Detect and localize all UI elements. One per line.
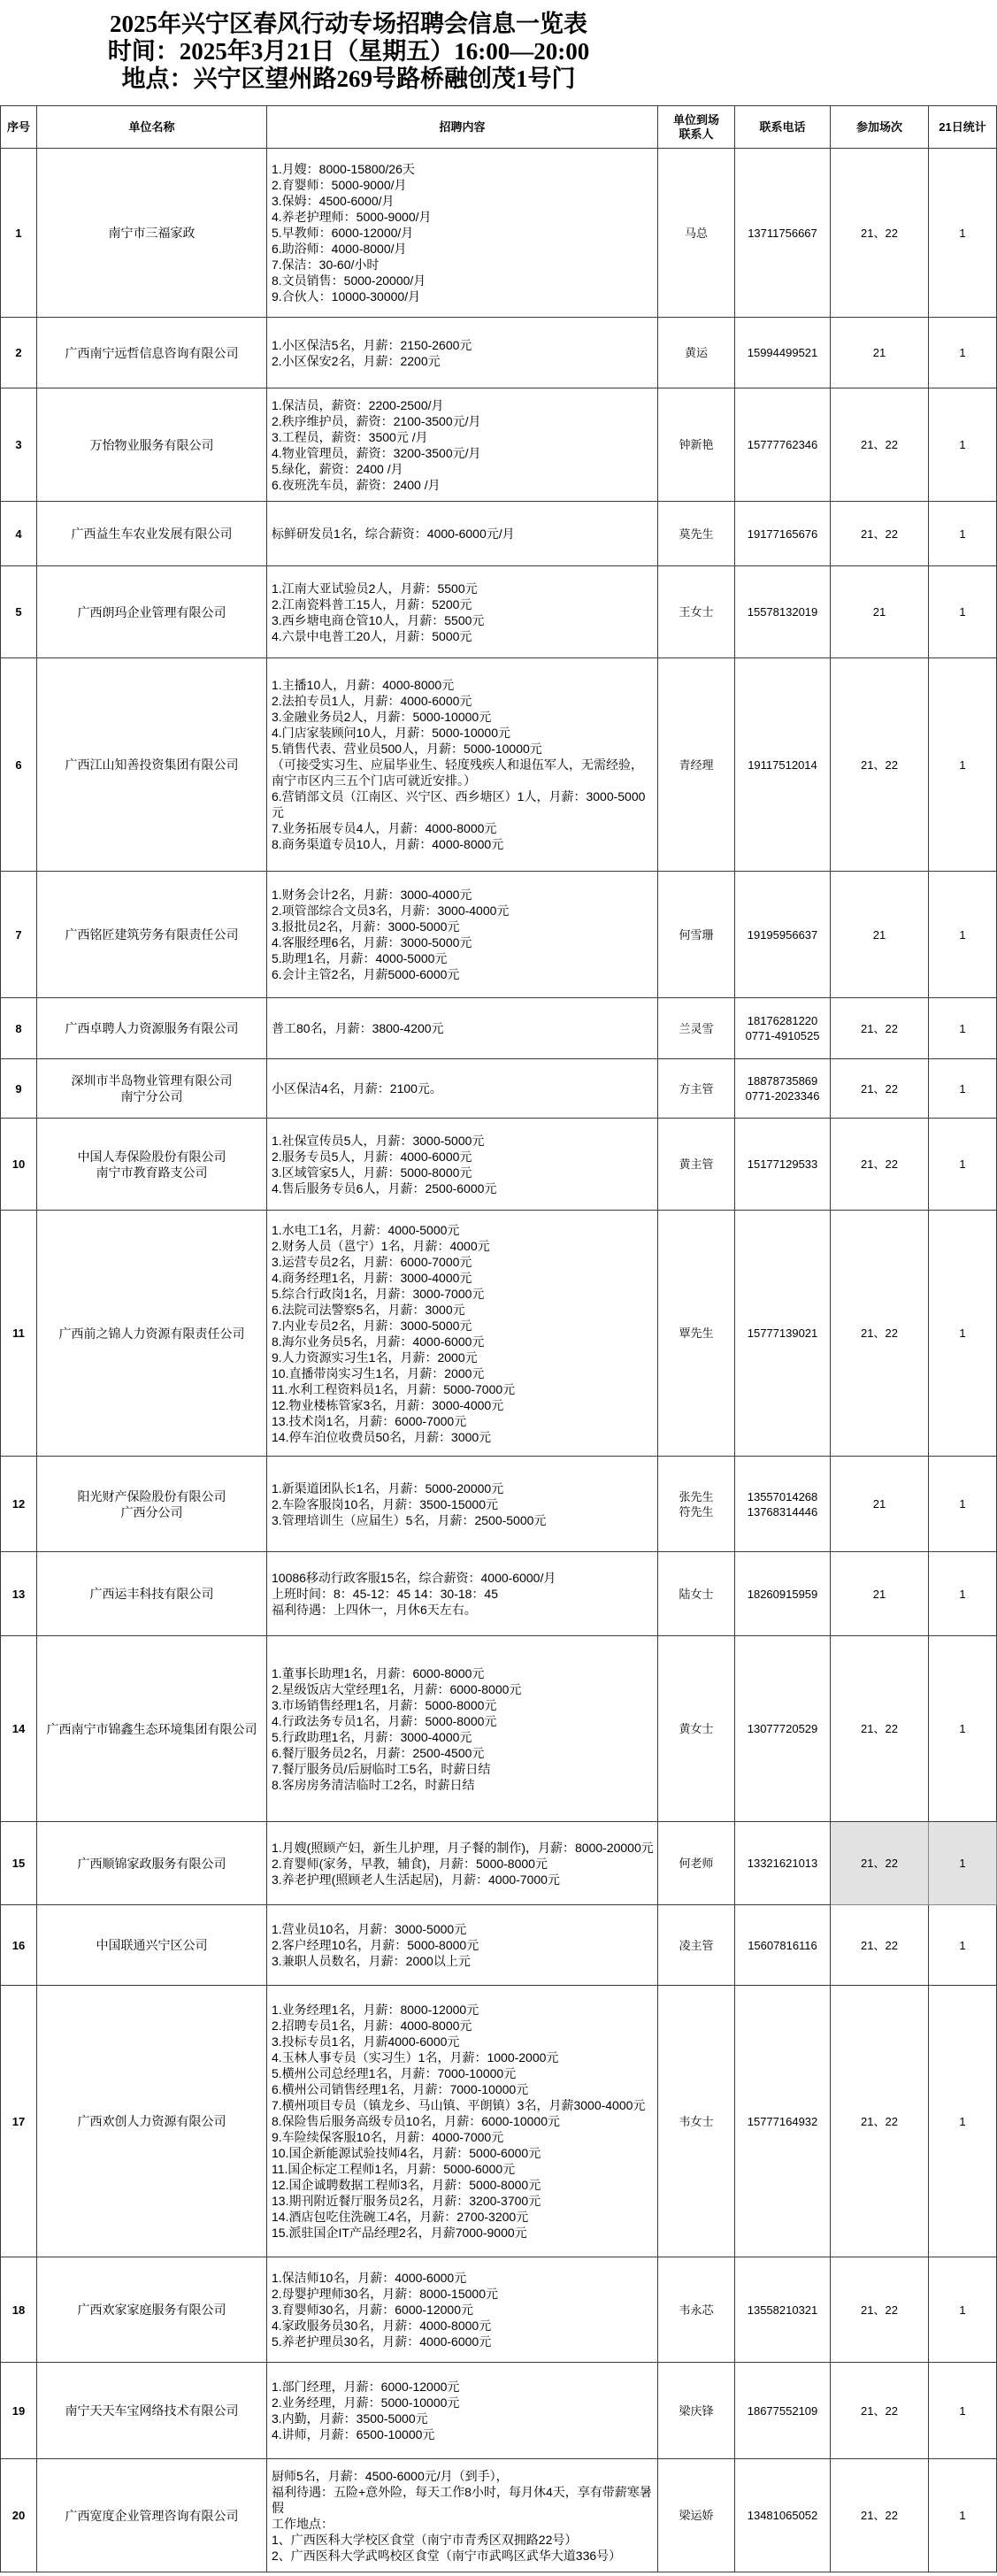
recruitment-content	[267, 1636, 658, 1822]
recruitment-content	[267, 2363, 658, 2459]
table-row	[1, 872, 997, 998]
table-row	[1, 502, 997, 566]
recruitment-line: 4.家政服务员30名，月薪：4000-8000元	[272, 2318, 492, 2333]
sessions-attended: 21、22	[831, 1822, 929, 1905]
company-name: 广西宽度企业管理咨询有限公司	[37, 2459, 267, 2572]
recruitment-line: 3.金融业务员2人，月薪：5000-10000元	[272, 710, 492, 724]
recruitment-content	[267, 998, 658, 1059]
recruitment-line: 6.营销部文员（江南区、兴宁区、西乡塘区）1人，月薪：3000-5000元	[272, 789, 646, 819]
contact-phone: 15177129533	[735, 1119, 831, 1211]
sessions-attended: 21、22	[831, 1059, 929, 1119]
day21-count: 1	[929, 388, 997, 502]
recruitment-line: 1.主播10人，月薪：4000-8000元	[272, 678, 455, 692]
recruitment-line: 2.育婴师(家务，早教，辅食)，月薪：5000-8000元	[272, 1856, 548, 1871]
recruitment-line: 8.客房房务清洁临时工2名，时薪日结	[272, 1777, 475, 1792]
table-row	[1, 1059, 997, 1119]
recruitment-line: 3.内勤，月薪：3500-5000元	[272, 2411, 428, 2426]
day21-count: 1	[929, 1822, 997, 1905]
recruitment-line: 5.助理1名，月薪：4000-5000元	[272, 951, 448, 965]
recruitment-line: 5.综合行政岗1名，月薪：3000-7000元	[272, 1286, 485, 1301]
recruitment-line: 4.门店家装顾问10人，月薪：5000-10000元	[272, 726, 510, 740]
table-row	[1, 2257, 997, 2363]
sessions-attended: 21	[831, 318, 929, 388]
company-name: 广西铭匠建筑劳务有限责任公司	[37, 872, 267, 998]
recruitment-content	[267, 566, 658, 658]
recruitment-line: 10.直播带岗实习生1名，月薪：2000元	[272, 1365, 485, 1380]
row-number: 10	[1, 1119, 37, 1211]
contact-person: 凌主管	[658, 1905, 735, 1986]
company-name: 广西南宁远哲信息咨询有限公司	[37, 318, 267, 388]
day21-count: 1	[929, 1457, 997, 1552]
recruitment-content	[267, 1986, 658, 2257]
recruitment-line: 厨师5名，月薪：4500-6000元/月（到手），	[272, 2468, 509, 2483]
contact-person: 陆女士	[658, 1552, 735, 1636]
sessions-attended: 21、22	[831, 149, 929, 318]
recruitment-line: 1.业务经理1名，月薪：8000-12000元	[272, 2003, 479, 2017]
table-body	[1, 149, 997, 2572]
recruitment-line: 4.六景中电普工20人，月薪：5000元	[272, 628, 472, 643]
recruitment-table	[0, 105, 997, 2572]
row-number: 18	[1, 2257, 37, 2363]
recruitment-line: 3.投标专员1名，月薪4000-6000元	[272, 2034, 460, 2049]
recruitment-content	[267, 1211, 658, 1457]
recruitment-line: 7.保洁：30-60/小时	[272, 258, 380, 272]
recruitment-content	[267, 318, 658, 388]
recruitment-line: 4.养老护理师：5000-9000/月	[272, 210, 432, 224]
row-number: 19	[1, 2363, 37, 2459]
recruitment-line: 13.技术岗1名，月薪：6000-7000元	[272, 1413, 467, 1428]
contact-phone: 13558210321	[735, 2257, 831, 2363]
table-row	[1, 658, 997, 872]
contact-person: 韦永芯	[658, 2257, 735, 2363]
recruitment-line: 2.车险客服岗10名，月薪：3500-15000元	[272, 1496, 498, 1511]
recruitment-content	[267, 1457, 658, 1552]
row-number: 8	[1, 998, 37, 1059]
recruitment-line: 3.兼职人员数名，月薪：2000以上元	[272, 1954, 471, 1968]
sessions-attended: 21	[831, 872, 929, 998]
day21-count: 1	[929, 2459, 997, 2572]
recruitment-line: 2.业务经理，月薪：5000-10000元	[272, 2395, 460, 2410]
sessions-attended: 21、22	[831, 2363, 929, 2459]
contact-phone: 13557014268 13768314446	[735, 1457, 831, 1552]
recruitment-line: 2.小区保安2名，月薪：2200元	[272, 353, 441, 368]
contact-person: 覃先生	[658, 1211, 735, 1457]
recruitment-content	[267, 502, 658, 566]
contact-phone: 15777164932	[735, 1986, 831, 2257]
company-name: 广西朗玛企业管理有限公司	[37, 566, 267, 658]
recruitment-line: 1.董事长助理1名，月薪：6000-8000元	[272, 1665, 485, 1680]
contact-person: 何老师	[658, 1822, 735, 1905]
recruitment-line: 3.运营专员2名，月薪：6000-7000元	[272, 1254, 472, 1269]
event-location: 地点：兴宁区望州路269号路桥融创茂1号门	[121, 65, 576, 92]
company-name: 阳光财产保险股份有限公司 广西分公司	[37, 1457, 267, 1552]
table-row	[1, 318, 997, 388]
recruitment-line: 5.行政助理1名，月薪：3000-4000元	[272, 1729, 472, 1744]
recruitment-line: 4.讲师，月薪：6500-10000元	[272, 2427, 435, 2441]
recruitment-line: 2.服务专员5人，月薪：4000-6000元	[272, 1149, 472, 1164]
contact-person: 马总	[658, 149, 735, 318]
contact-phone: 15607816116	[735, 1905, 831, 1986]
day21-count: 1	[929, 1211, 997, 1457]
recruitment-line: 2.客户经理10名，月薪：5000-8000元	[272, 1938, 479, 1952]
table-row	[1, 2363, 997, 2459]
recruitment-line: 福利待遇：五险+意外险，每天工作8小时，每月休4天，享有带薪寒暑假	[272, 2484, 652, 2515]
contact-person: 青经理	[658, 658, 735, 872]
row-number: 12	[1, 1457, 37, 1552]
contact-phone: 13711756667	[735, 149, 831, 318]
recruitment-line: 2.江南瓷料普工15人，月薪：5200元	[272, 596, 472, 611]
contact-phone: 18260915959	[735, 1552, 831, 1636]
recruitment-line: 1.部门经理，月薪：6000-12000元	[272, 2380, 460, 2394]
sessions-attended: 21、22	[831, 2257, 929, 2363]
recruitment-line: 5.绿化，薪资：2400 /月	[272, 461, 403, 476]
recruitment-line: 7.内业专员2名，月薪：3000-5000元	[272, 1318, 472, 1333]
recruitment-content	[267, 149, 658, 318]
recruitment-line: 1.水电工1名，月薪：4000-5000元	[272, 1222, 460, 1237]
table-row	[1, 1457, 997, 1552]
company-name: 广西欢家家庭服务有限公司	[37, 2257, 267, 2363]
row-number: 6	[1, 658, 37, 872]
company-name: 广西运丰科技有限公司	[37, 1552, 267, 1636]
header-content: 招聘内容	[267, 106, 658, 149]
contact-person: 黄主管	[658, 1119, 735, 1211]
sessions-attended: 21、22	[831, 1986, 929, 2257]
recruitment-line: 4.商务经理1名，月薪：3000-4000元	[272, 1270, 472, 1285]
recruitment-line: 5.早教师：6000-12000/月	[272, 226, 414, 240]
table-row	[1, 2459, 997, 2572]
recruitment-line: 5.养老护理员30名，月薪：4000-6000元	[272, 2334, 492, 2349]
day21-count: 1	[929, 1636, 997, 1822]
contact-person: 方主管	[658, 1059, 735, 1119]
recruitment-line: 15.派驻国企IT产品经理2名，月薪7000-9000元	[272, 2226, 527, 2240]
contact-phone: 15777762346	[735, 388, 831, 502]
day21-count: 1	[929, 149, 997, 318]
recruitment-line: 14.停车泊位收费员50名，月薪：3000元	[272, 1429, 492, 1444]
row-number: 14	[1, 1636, 37, 1822]
recruitment-line: 2.秩序维护员，薪资：2100-3500元/月	[272, 413, 481, 428]
table-row	[1, 1905, 997, 1986]
recruitment-content	[267, 388, 658, 502]
recruitment-line: 1.保洁员，薪资：2200-2500/月	[272, 397, 444, 412]
company-name: 万怡物业服务有限公司	[37, 388, 267, 502]
contact-phone: 18677552109	[735, 2363, 831, 2459]
recruitment-line: 1.新渠道团队长1名，月薪：5000-20000元	[272, 1480, 504, 1496]
row-number: 9	[1, 1059, 37, 1119]
company-name: 广西前之锦人力资源有限责任公司	[37, 1211, 267, 1457]
recruitment-line: 8.文员销售：5000-20000/月	[272, 273, 426, 288]
recruitment-line: 9.人力资源实习生1名，月薪：2000元	[272, 1350, 478, 1365]
day21-count: 1	[929, 1905, 997, 1986]
row-number: 1	[1, 149, 37, 318]
recruitment-line: 标鲜研发员1名，综合薪资：4000-6000元/月	[272, 527, 515, 541]
recruitment-line: 2.招聘专员1名，月薪：4000-8000元	[272, 2019, 472, 2033]
contact-phone: 13481065052	[735, 2459, 831, 2572]
contact-person: 黄运	[658, 318, 735, 388]
sessions-attended: 21、22	[831, 998, 929, 1059]
table-row	[1, 1211, 997, 1457]
recruitment-content	[267, 1552, 658, 1636]
company-name: 南宁天天车宝网络技术有限公司	[37, 2363, 267, 2459]
contact-phone: 15994499521	[735, 318, 831, 388]
contact-person: 莫先生	[658, 502, 735, 566]
recruitment-line: 2.项管部综合文员3名，月薪：3000-4000元	[272, 904, 510, 918]
recruitment-content	[267, 1822, 658, 1905]
day21-count: 1	[929, 872, 997, 998]
recruitment-content	[267, 1905, 658, 1986]
company-name: 南宁市三福家政	[37, 149, 267, 318]
recruitment-line: 1.财务会计2名，月薪：3000-4000元	[272, 888, 472, 902]
table-row	[1, 1119, 997, 1211]
day21-count: 1	[929, 502, 997, 566]
recruitment-line: 1.小区保洁5名，月薪：2150-2600元	[272, 337, 472, 352]
recruitment-line: 6.餐厅服务员2名，月薪：2500-4500元	[272, 1745, 485, 1760]
company-name: 广西卓聘人力资源服务有限公司	[37, 998, 267, 1059]
table-row	[1, 1552, 997, 1636]
contact-person: 王女士	[658, 566, 735, 658]
contact-person: 张先生 符先生	[658, 1457, 735, 1552]
row-number: 3	[1, 388, 37, 502]
event-time: 时间：2025年3月21日（星期五）16:00—20:00	[107, 38, 590, 65]
header-serial-no: 序号	[1, 106, 37, 149]
recruitment-line: 2.星级饭店大堂经理1名，月薪：6000-8000元	[272, 1681, 522, 1696]
table-row	[1, 566, 997, 658]
recruitment-line: 9.车险续保客服10名，月薪：4000-7000元	[272, 2130, 504, 2144]
sessions-attended: 21、22	[831, 1636, 929, 1822]
recruitment-line: 5.横州公司总经理1名，月薪：7000-10000元	[272, 2066, 517, 2080]
sessions-attended: 21	[831, 566, 929, 658]
recruitment-line: 10.国企新能源试验技师4名，月薪：5000-6000元	[272, 2146, 541, 2160]
recruitment-line: 9.合伙人：10000-30000/月	[272, 289, 421, 304]
sessions-attended: 21、22	[831, 1905, 929, 1986]
day21-count: 1	[929, 2363, 997, 2459]
recruitment-line: 6.法院司法警察5名，月薪：3000元	[272, 1302, 465, 1317]
recruitment-line: 10086移动行政客服15名，综合薪资：4000-6000/月	[272, 1571, 556, 1585]
contact-phone: 13077720529	[735, 1636, 831, 1822]
recruitment-line: 3.保姆：4500-6000/月	[272, 194, 395, 208]
header-day21-count: 21日统计	[929, 106, 997, 149]
recruitment-line: 3.工程员，薪资：3500元 /月	[272, 429, 428, 444]
recruitment-line: 8.保险售后服务高级专员10名，月薪：6000-10000元	[272, 2114, 560, 2128]
recruitment-line: 3.西乡塘电商仓管10人，月薪：5500元	[272, 612, 485, 627]
recruitment-line: 2.母婴护理师30名，月薪：8000-15000元	[272, 2287, 498, 2301]
recruitment-content	[267, 658, 658, 872]
recruitment-line: 上班时间：8：45-12：45 14：30-18：45	[272, 1587, 499, 1601]
recruitment-line: 8.海尔业务员5名，月薪：4000-6000元	[272, 1334, 485, 1349]
table-row	[1, 1636, 997, 1822]
sessions-attended: 21、22	[831, 502, 929, 566]
table-row	[1, 998, 997, 1059]
recruitment-content	[267, 2459, 658, 2572]
recruitment-line: 3.市场销售经理1名，月薪：5000-8000元	[272, 1697, 497, 1712]
recruitment-line: 6.助浴师：4000-8000/月	[272, 242, 407, 256]
day21-count: 1	[929, 1986, 997, 2257]
table-row	[1, 1986, 997, 2257]
recruitment-line: 4.行政法务专员1名，月薪：5000-8000元	[272, 1713, 497, 1728]
recruitment-line: 7.横州项目专员（镇龙乡、马山镇、平朗镇）3名，月薪3000-4000元	[272, 2098, 646, 2112]
recruitment-line: 2、广西医科大学武鸣校区食堂（南宁市武鸣区武华大道336号）	[272, 2548, 622, 2563]
document-title: 2025年兴宁区春风行动专场招聘会信息一览表	[110, 11, 587, 37]
row-number: 2	[1, 318, 37, 388]
row-number: 13	[1, 1552, 37, 1636]
recruitment-line: 1.营业员10名，月薪：3000-5000元	[272, 1922, 467, 1936]
recruitment-line: 3.区域管家5人，月薪：5000-8000元	[272, 1165, 472, 1180]
contact-phone: 15777139021	[735, 1211, 831, 1457]
contact-phone: 15578132019	[735, 566, 831, 658]
row-number: 15	[1, 1822, 37, 1905]
contact-phone: 19195956637	[735, 872, 831, 998]
row-number: 17	[1, 1986, 37, 2257]
contact-phone: 19117512014	[735, 658, 831, 872]
row-number: 7	[1, 872, 37, 998]
table-row	[1, 149, 997, 318]
row-number: 5	[1, 566, 37, 658]
company-name: 广西南宁市锦鑫生态环境集团有限公司	[37, 1636, 267, 1822]
day21-count: 1	[929, 318, 997, 388]
recruitment-line: 3.管理培训生（应届生）5名，月薪：2500-5000元	[272, 1512, 547, 1527]
table-row	[1, 388, 997, 502]
recruitment-line: 1.保洁师10名，月薪：4000-6000元	[272, 2271, 467, 2285]
company-name: 广西欢创人力资源有限公司	[37, 1986, 267, 2257]
recruitment-line: 1.月嫂：8000-15800/26天	[272, 162, 415, 176]
day21-count: 1	[929, 1552, 997, 1636]
header-sessions: 参加场次	[831, 106, 929, 149]
recruitment-line: 7.业务拓展专员4人，月薪：4000-8000元	[272, 821, 497, 835]
recruitment-line: 普工80名，月薪：3800-4200元	[272, 1021, 444, 1035]
day21-count: 1	[929, 998, 997, 1059]
recruitment-line: 6.横州公司销售经理1名，月薪：7000-10000元	[272, 2082, 529, 2096]
recruitment-line: 11.国企标定工程师1名，月薪：5000-6000元	[272, 2162, 516, 2176]
day21-count: 1	[929, 2257, 997, 2363]
row-number: 20	[1, 2459, 37, 2572]
recruitment-line: 6.夜班洗车员，薪资：2400 /月	[272, 477, 441, 492]
recruitment-line: 3.育婴师30名，月薪：6000-12000元	[272, 2303, 473, 2317]
recruitment-line: 2.财务人员（邕宁）1名，月薪：4000元	[272, 1238, 490, 1253]
sessions-attended: 21	[831, 1457, 929, 1552]
recruitment-line: 13.期刊附近餐厅服务员2名，月薪：3200-3700元	[272, 2194, 541, 2208]
recruitment-line: 4.售后服务专员6人，月薪：2500-6000元	[272, 1180, 497, 1196]
recruitment-content	[267, 2257, 658, 2363]
contact-person: 梁庆锋	[658, 2363, 735, 2459]
company-name: 深圳市半岛物业管理有限公司 南宁分公司	[37, 1059, 267, 1119]
header-company: 单位名称	[37, 106, 267, 149]
contact-person: 梁运娇	[658, 2459, 735, 2572]
header-contact: 单位到场 联系人	[658, 106, 735, 149]
contact-person: 黄女士	[658, 1636, 735, 1822]
day21-count: 1	[929, 658, 997, 872]
recruitment-line: 1.社保宣传员5人，月薪：3000-5000元	[272, 1133, 485, 1148]
contact-person: 韦女士	[658, 1986, 735, 2257]
sessions-attended: 21、22	[831, 2459, 929, 2572]
company-name: 广西顺锦家政服务有限公司	[37, 1822, 267, 1905]
company-name: 中国人寿保险股份有限公司 南宁市教育路支公司	[37, 1119, 267, 1211]
company-name: 中国联通兴宁区公司	[37, 1905, 267, 1986]
day21-count: 1	[929, 1119, 997, 1211]
title-block	[0, 0, 697, 105]
recruitment-line: 12.物业楼栋管家3名，月薪：3000-4000元	[272, 1397, 504, 1412]
recruitment-line: 3.养老护理(照顾老人生活起居)，月薪：4000-7000元	[272, 1872, 560, 1887]
sessions-attended: 21	[831, 1552, 929, 1636]
contact-phone: 18176281220 0771-4910525	[735, 998, 831, 1059]
recruitment-line: 福利待遇：上四休一，月休6天左右。	[272, 1603, 477, 1617]
recruitment-line: 5.销售代表、营业员500人，月薪：5000-10000元	[272, 742, 542, 756]
recruitment-line: 7.餐厅服务员/后厨临时工5名，时薪日结	[272, 1761, 491, 1776]
recruitment-line: 4.物业管理员，薪资：3200-3500元/月	[272, 445, 481, 460]
row-number: 11	[1, 1211, 37, 1457]
company-name: 广西益生车农业发展有限公司	[37, 502, 267, 566]
recruitment-line: （可接受实习生、应届毕业生、轻度残疾人和退伍军人，无需经验，南宁市区内三五个门店可就近安排。）	[272, 757, 643, 788]
recruitment-line: 11.水利工程资料员1名，月薪：5000-7000元	[272, 1381, 516, 1396]
contact-person: 兰灵雪	[658, 998, 735, 1059]
sessions-attended: 21、22	[831, 388, 929, 502]
contact-phone: 18878735869 0771-2023346	[735, 1059, 831, 1119]
recruitment-line: 14.酒店包吃住洗碗工4名，月薪：2700-3200元	[272, 2210, 529, 2224]
recruitment-content	[267, 1119, 658, 1211]
row-number: 4	[1, 502, 37, 566]
sessions-attended: 21、22	[831, 1211, 929, 1457]
contact-phone: 19177165676	[735, 502, 831, 566]
recruitment-line: 1、广西医科大学校区食堂（南宁市青秀区双拥路22号）	[272, 2532, 578, 2547]
recruitment-line: 2.法拍专员1人，月薪：4000-6000元	[272, 694, 472, 708]
row-number: 16	[1, 1905, 37, 1986]
recruitment-line: 1.月嫂(照顾产妇，新生儿护理，月子餐的制作)，月薪：8000-20000元	[272, 1840, 654, 1855]
sessions-attended: 21、22	[831, 658, 929, 872]
day21-count: 1	[929, 566, 997, 658]
recruitment-line: 1.江南大亚试验员2人，月薪：5500元	[272, 581, 478, 596]
recruitment-line: 12.国企诚聘数据工程师3名，月薪：5000-8000元	[272, 2178, 541, 2192]
recruitment-line: 工作地点：	[272, 2516, 334, 2531]
contact-phone: 13321621013	[735, 1822, 831, 1905]
recruitment-line: 4.玉林人事专员（实习生）1名，月薪：1000-2000元	[272, 2050, 559, 2065]
recruitment-line: 3.报批员2名，月薪：3000-5000元	[272, 919, 460, 934]
contact-person: 何雪珊	[658, 872, 735, 998]
recruitment-line: 小区保洁4名，月薪：2100元。	[272, 1081, 442, 1096]
recruitment-content	[267, 1059, 658, 1119]
header-row	[1, 106, 997, 149]
recruitment-line: 6.会计主管2名，月薪5000-6000元	[272, 967, 460, 981]
recruitment-content	[267, 872, 658, 998]
recruitment-line: 2.育婴师：5000-9000/月	[272, 178, 407, 192]
table-row	[1, 1822, 997, 1905]
contact-person: 钟新艳	[658, 388, 735, 502]
company-name: 广西江山知善投资集团有限公司	[37, 658, 267, 872]
day21-count: 1	[929, 1059, 997, 1119]
recruitment-line: 4.客服经理6名，月薪：3000-5000元	[272, 935, 472, 950]
header-phone: 联系电话	[735, 106, 831, 149]
recruitment-line: 8.商务渠道专员10人，月薪：4000-8000元	[272, 837, 504, 851]
sessions-attended: 21、22	[831, 1119, 929, 1211]
